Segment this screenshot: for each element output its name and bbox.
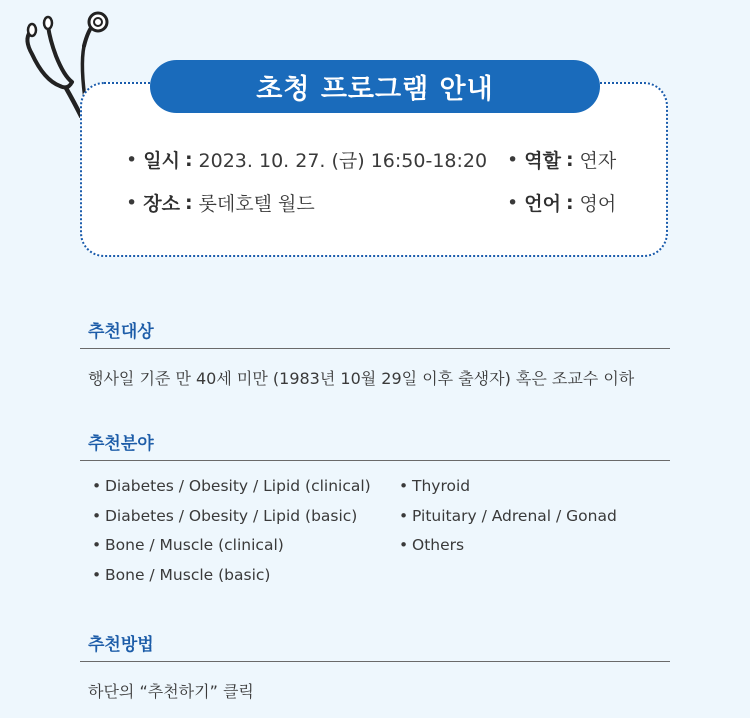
bullet: •: [399, 506, 409, 525]
bullet: •: [399, 536, 409, 554]
info-role-key: 역할: [524, 150, 561, 172]
divider: [80, 661, 670, 662]
target-description: 행사일 기준 만 40세 미만 (1983년 10월 29일 이후 출생자) 혹은 조교수 이하: [88, 369, 635, 388]
section-title-target: 추천대상: [88, 322, 154, 342]
divider: [80, 348, 670, 349]
info-role: [507, 146, 616, 173]
info-language: [507, 189, 616, 216]
info-place: [126, 189, 315, 216]
list-item: [92, 531, 371, 561]
colon: :: [565, 148, 574, 171]
section-title-method: 추천방법: [88, 635, 154, 655]
bullet: •: [92, 565, 102, 584]
list-item: [92, 502, 371, 532]
info-date-value: 2023. 10. 27. (금) 16:50-18:20: [198, 150, 488, 172]
info-date-key: 일시: [143, 150, 180, 172]
page-title: 초청 프로그램 안내: [150, 60, 600, 113]
info-language-key: 언어: [524, 193, 561, 215]
info-place-key: 장소: [143, 193, 180, 215]
list-item: [399, 531, 617, 561]
colon: :: [184, 148, 193, 171]
divider: [80, 460, 670, 461]
field-label: Pituitary / Adrenal / Gonad: [412, 506, 617, 525]
info-date: [126, 146, 487, 173]
info-role-value: 연자: [579, 150, 617, 172]
field-label: Thyroid: [412, 477, 471, 495]
colon: :: [184, 191, 193, 214]
bullet: •: [507, 148, 519, 171]
list-item: [92, 472, 371, 502]
field-label: Others: [412, 536, 465, 554]
info-language-value: 영어: [579, 193, 617, 215]
method-description: 하단의 “추천하기” 클릭: [88, 682, 254, 701]
fields-list-right: [399, 472, 617, 561]
bullet: •: [92, 536, 102, 554]
field-label: Bone / Muscle (clinical): [105, 536, 284, 554]
section-title-fields: 추천분야: [88, 434, 154, 454]
colon: :: [565, 191, 574, 214]
fields-list-left: [92, 472, 371, 590]
bullet: •: [92, 506, 102, 525]
bullet: •: [507, 191, 519, 214]
bullet: •: [399, 477, 409, 495]
bullet: •: [92, 477, 102, 495]
field-label: Diabetes / Obesity / Lipid (clinical): [105, 477, 371, 495]
field-label: Diabetes / Obesity / Lipid (basic): [105, 506, 358, 525]
list-item: [399, 472, 617, 502]
list-item: [92, 561, 371, 591]
list-item: [399, 502, 617, 532]
bullet: •: [126, 148, 138, 171]
field-label: Bone / Muscle (basic): [105, 565, 271, 584]
info-place-value: 롯데호텔 월드: [198, 193, 315, 215]
bullet: •: [126, 191, 138, 214]
